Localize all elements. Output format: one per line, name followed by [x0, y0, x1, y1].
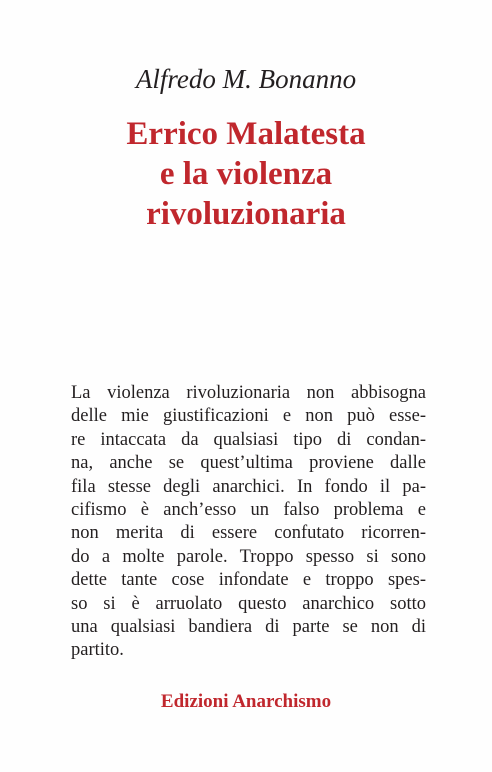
book-title [0, 114, 492, 234]
abstract-line: una qualsiasi bandiera di parte se non di [71, 617, 426, 638]
title-line: e la violenza [159, 156, 333, 192]
abstract-line: delle mie giustificazioni e non può esse- [71, 406, 426, 427]
abstract-line: do a molte parole. Troppo spesso si sono [71, 546, 426, 567]
abstract-line: re intaccata da qualsiasi tipo di condan- [71, 429, 426, 450]
abstract-line: na, anche se quest’ultima proviene dalle [71, 453, 426, 474]
title-line: rivoluzionaria [146, 196, 346, 232]
author-name: Alfredo M. Bonanno [135, 64, 357, 94]
cover-abstract [71, 382, 426, 663]
abstract-line: non merita di essere confutato ricorren- [71, 523, 426, 544]
abstract-line: La violenza rivoluzionaria non abbisogna [71, 383, 426, 403]
publisher-name: Edizioni Anarchismo [160, 691, 332, 712]
abstract-line: fila stesse degli anarchici. In fondo il pa- [71, 476, 426, 497]
abstract-line: cifismo è anch’esso un falso problema e [71, 500, 426, 521]
abstract-line: partito. [71, 640, 124, 661]
abstract-line: so si è arruolato questo anarchico sotto [71, 593, 426, 614]
abstract-line: dette tante cose infondate e troppo spes- [71, 570, 426, 591]
title-line: Errico Malatesta [126, 116, 366, 152]
